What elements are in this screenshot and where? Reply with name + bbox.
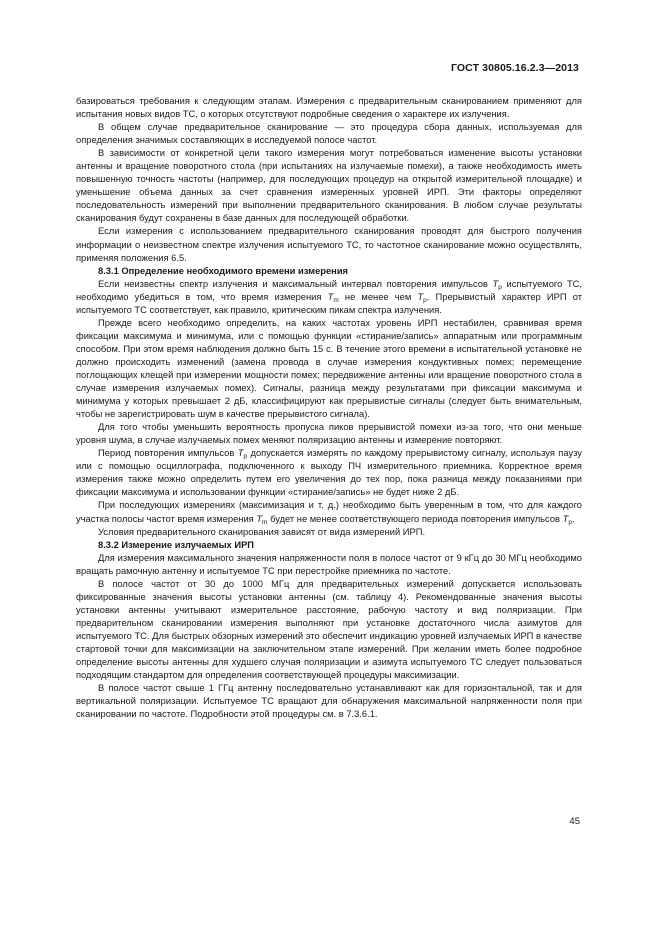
text-run: Если неизвестны спектр излучения и максимальный интервал повторения импульсов bbox=[98, 278, 493, 289]
section-heading: 8.3.2 Измерение излучаемых ИРП bbox=[98, 539, 255, 550]
document-code-header: ГОСТ 30805.16.2.3—2013 bbox=[451, 62, 579, 74]
paragraph: Прежде всего необходимо определить, на каких частотах уровень ИРП нестабилен, сравнивая время фиксации максимума и минимума, или с помощью функции «стирание/запись» аппаратным или программным способом. При этом время наблюдения должно быть 15 с. В течение этого времени в испытательной установке не должно происходить изменений (замена провода в случае измерения кондуктивных помех; перемещение поглощающих клещей при измерении мощности помех; передвижение антенны или вращение поворотного стола в случае измерения излучаемых помех). Сигналы, разница между результатами при фиксации максимума и минимума у которых превышает 2 дБ, классифицируют как прерывистые сигналы (следует быть внимательным, чтобы не зарегистрировать шум в качестве прерывистого сигнала). bbox=[76, 317, 582, 420]
document-body bbox=[76, 95, 582, 721]
text-run: . Прерывистый характер ИРП от испытуемого ТС соответствует, как правило, критическим пикам спектра излучения. bbox=[76, 291, 582, 315]
text-run: . bbox=[571, 513, 575, 524]
math-variable: T bbox=[417, 291, 424, 302]
text-run: допускается измерять по каждому прерывистому сигналу, используя паузу или с помощью осциллографа, подключенного к выходу ПЧ измерительного приемника. Корректное время измерения также можно определить путем его увеличения до тех пор, пока разница между показаниями при фиксации максимума и использовании функции «стирание/запись» не будет ниже 2 дБ. bbox=[76, 448, 582, 498]
text-run: испытуемого ТС, необходимо убедиться в том, что время измерения bbox=[76, 278, 582, 302]
math-subscript: p bbox=[568, 518, 572, 526]
paragraph: В общем случае предварительное сканирование — это процедура сбора данных, используемая для определения значимых составляющих в исследуемой полосе частот. bbox=[76, 122, 582, 146]
paragraph: базироваться требования к следующим этапам. Измерения с предварительным сканированием применяют для испытания новых видов ТС, о которых отсутствуют подробные сведения о характере их излучения. bbox=[76, 96, 582, 120]
math-variable: T bbox=[562, 513, 569, 524]
page-number: 45 bbox=[569, 816, 580, 827]
math-variable: T bbox=[237, 448, 244, 459]
math-subscript: m bbox=[333, 296, 339, 304]
paragraph: Если измерения с использованием предварительного сканирования проводят для быстрого получения информации о неизвестном спектре излучения испытуемого ТС, то частотное сканирование можно осуществлять, применяя положения 6.5. bbox=[76, 226, 582, 263]
paragraph: Для измерения максимального значения напряженности поля в полосе частот от 9 кГц до 30 МГц необходимо вращать рамочную антенну и испытуемое ТС при перестройке приемника по частоте. bbox=[76, 552, 582, 576]
math-symbol bbox=[417, 292, 426, 302]
math-variable: T bbox=[256, 513, 263, 524]
math-symbol bbox=[328, 292, 339, 302]
text-run: будет не менее соответствующего периода повторения импульсов bbox=[267, 513, 563, 524]
math-variable: T bbox=[327, 291, 334, 302]
paragraph: В зависимости от конкретной цели такого измерения могут потребоваться изменение высоты установки антенны и вращение поворотного стола (при испытаниях на излучаемые помехи), а также необходимость иметь повышенную точность частоты (например, для последующих процедур на открытой измерительной площадке) и уменьшение объема данных за счет сравнения измеренных уровней ИРП. Эти факторы определяют последовательность измерений при выполнении предварительного сканирования. В любом случае результаты сканирования будут сохранены в базе данных для последующей обработки. bbox=[76, 148, 582, 224]
math-subscript: p bbox=[498, 283, 502, 291]
text-run: Период повторения импульсов bbox=[98, 448, 238, 459]
math-symbol bbox=[237, 448, 248, 461]
math-subscript: p bbox=[243, 453, 248, 461]
paragraph bbox=[76, 447, 582, 499]
math-subscript: p bbox=[423, 296, 427, 304]
math-symbol bbox=[493, 279, 502, 289]
math-symbol bbox=[563, 514, 572, 524]
paragraph bbox=[76, 278, 582, 317]
paragraph: Условия предварительного сканирования зависят от вида измерений ИРП. bbox=[98, 526, 426, 537]
paragraph: Для того чтобы уменьшить вероятность пропуска пиков прерывистой помехи из-за того, что они меньше уровня шума, в случае излучаемых помех меняют поляризацию антенны и измерение повторяют. bbox=[76, 422, 582, 446]
text-run: При последующих измерениях (максимизация и т. д.) необходимо быть уверенным в том, что для каждого участка полосы частот время измерения bbox=[76, 500, 582, 524]
text-run: не менее чем bbox=[338, 291, 418, 302]
math-subscript: m bbox=[262, 518, 268, 526]
paragraph bbox=[76, 499, 582, 525]
math-variable: T bbox=[492, 278, 499, 289]
section-heading: 8.3.1 Определение необходимого времени измерения bbox=[98, 265, 349, 276]
paragraph: В полосе частот от 30 до 1000 МГц для предварительных измерений допускается использовать фиксированные значения высоты установки антенны (см. таблицу 4). Рекомендованные значения высоты установки антенны учитывают измерительное расстояние, рабочую частоту и вид поляризации. При предварительном сканировании измерения выполняют при установке достаточного числа азимутов для испытуемого ТС. Для быстрых обзорных измерений это обеспечит индикацию уровней излучаемых ИРП в качестве стартовой точки для максимизации на заключительном этапе измерений. При желании иметь более подробное определение высоты антенны для худшего случая поляризации и азимута испытуемого ТС следует пользоваться подходящим стандартом для определения соответствующей процедуры максимизации. bbox=[76, 578, 582, 681]
math-symbol bbox=[256, 514, 267, 524]
paragraph: В полосе частот свыше 1 ГГц антенну последовательно устанавливают как для горизонтальной, так и для вертикальной поляризации. Испытуемое ТС вращают для обнаружения максимальной напряженности поля при сканировании по частоте. Подробности этой процедуры см. в 7.3.6.1. bbox=[76, 683, 582, 720]
